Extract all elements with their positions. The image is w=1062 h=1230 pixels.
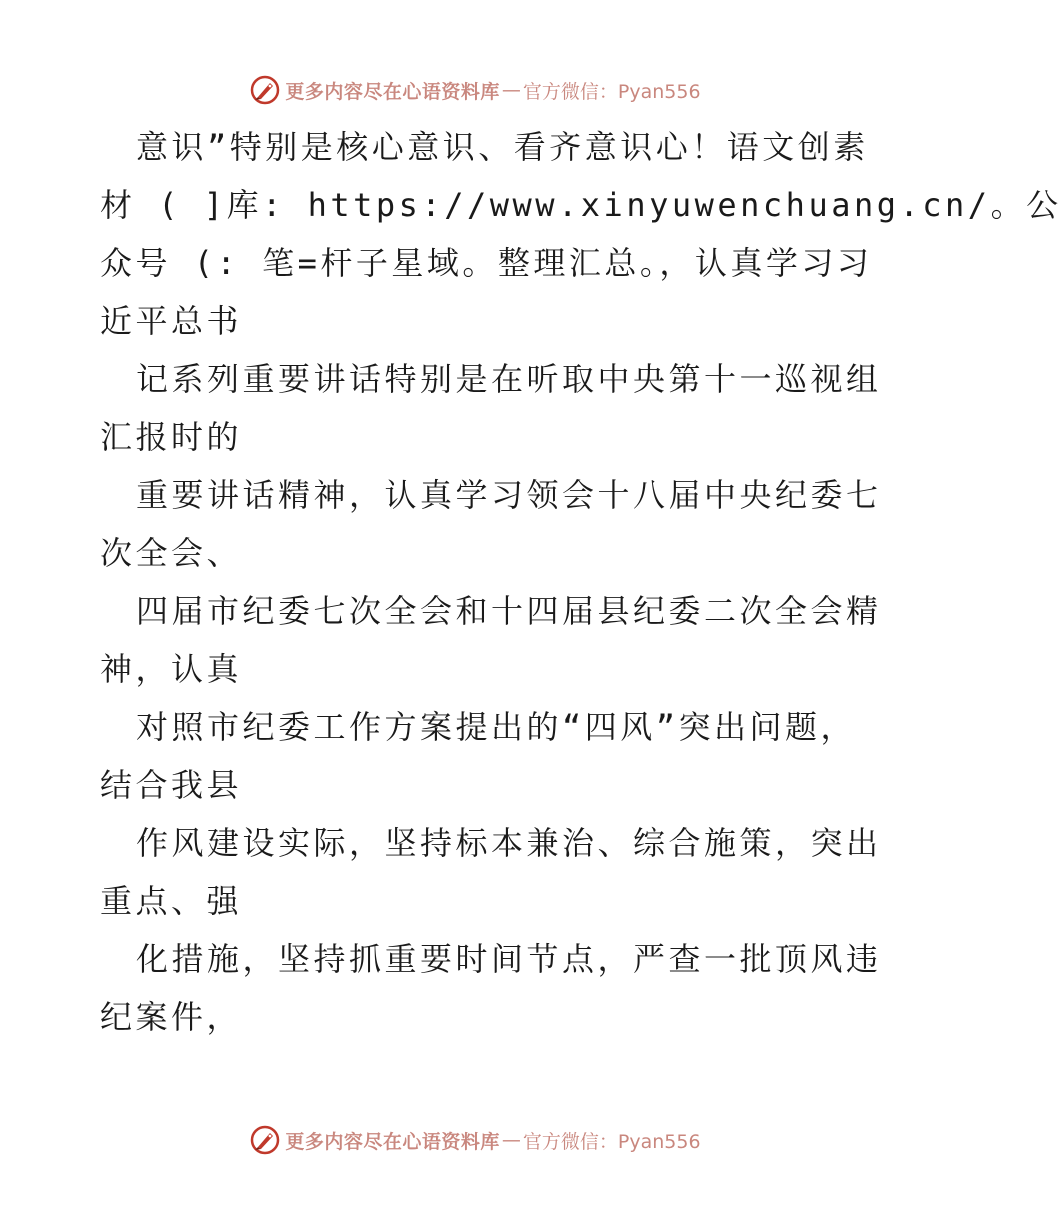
body-line: 纪案件， (100, 998, 243, 1036)
footer-banner (0, 1120, 950, 1160)
header-wechat-text: 官方微信：Pyan556 (522, 80, 701, 103)
body-line: 意识”特别是核心意识、看齐意识心！语文创素 (136, 128, 869, 166)
header-dash: — (501, 79, 521, 101)
footer-dash: — (501, 1129, 521, 1151)
footer-wechat-text: 官方微信：Pyan556 (522, 1130, 701, 1153)
header-banner (0, 70, 950, 110)
body-line: 神，认真 (100, 650, 243, 688)
footer-promo-text: 更多内容尽在心语资料库 (285, 1130, 500, 1153)
body-line: 重点、强 (100, 882, 243, 920)
body-line: 化措施，坚持抓重要时间节点，严查一批顶风违 (136, 940, 882, 978)
body-line: 对照市纪委工作方案提出的“四风”突出问题， (136, 708, 857, 746)
body-line: 四届市纪委七次全会和十四届县纪委二次全会精 (136, 592, 882, 630)
header-promo-text: 更多内容尽在心语资料库 (285, 80, 500, 103)
body-line: 材 ( ]库: https://www.xinyuwenchuang.cn/。公 (100, 186, 1062, 224)
body-line: 重要讲话精神，认真学习领会十八届中央纪委七 (136, 476, 882, 514)
body-line: 近平总书 (100, 302, 243, 340)
body-line: 次全会、 (100, 534, 243, 572)
pen-logo-icon (249, 1124, 281, 1156)
pen-logo-icon (249, 74, 281, 106)
body-line: 汇报时的 (100, 418, 243, 456)
body-line: 结合我县 (100, 766, 243, 804)
document-body (100, 118, 1062, 1046)
body-line: 众号 (: 笔=杆子星域。整理汇总。，认真学习习 (100, 244, 873, 282)
body-line: 作风建设实际，坚持标本兼治、综合施策，突出 (136, 824, 882, 862)
body-line: 记系列重要讲话特别是在听取中央第十一巡视组 (136, 360, 882, 398)
